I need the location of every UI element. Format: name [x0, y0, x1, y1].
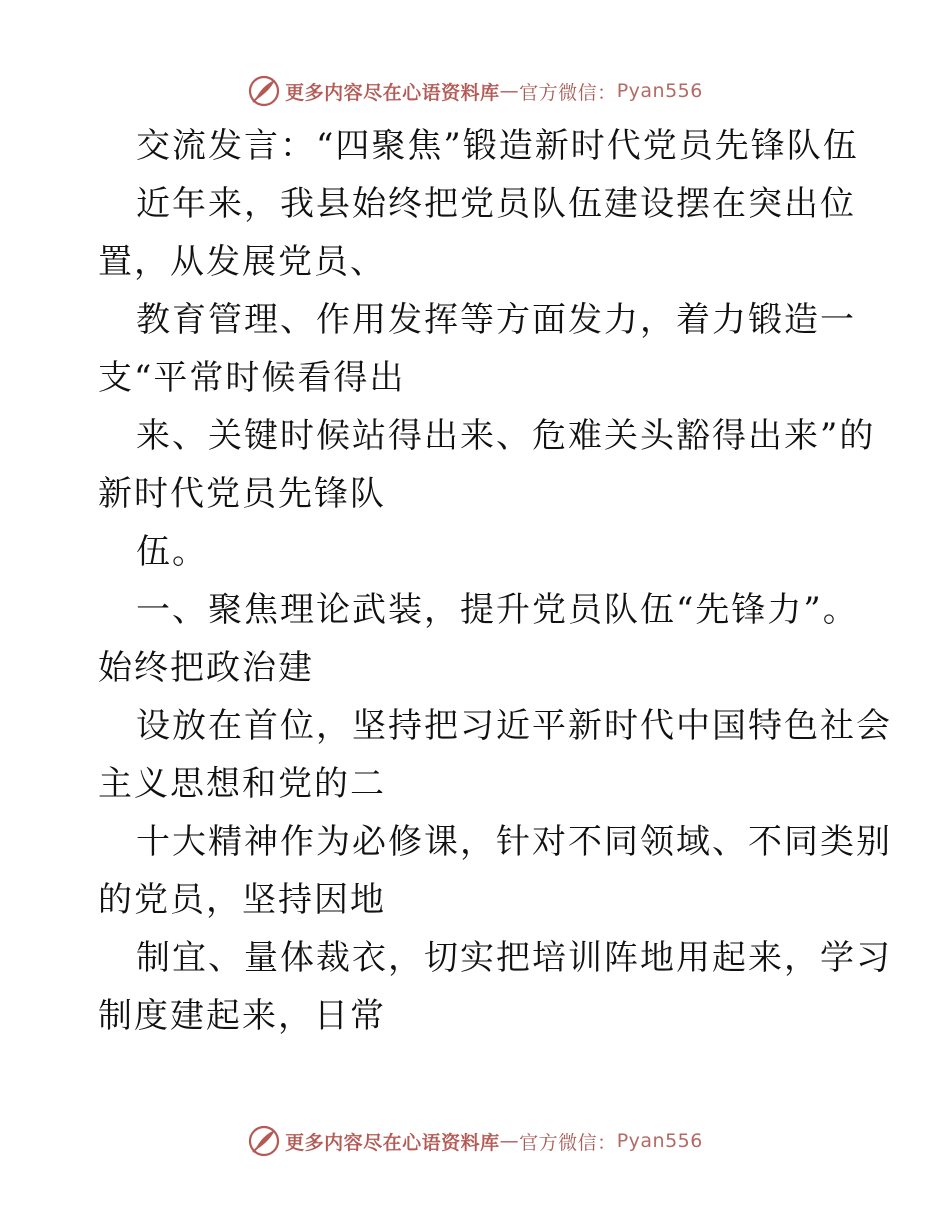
paragraph-line: 置，从发展党员、 [98, 242, 386, 282]
paragraph-line: 主义思想和党的二 [98, 764, 386, 804]
paragraph-line: 支“平常时候看得出 [98, 358, 406, 398]
paragraph-line: 制宜、量体裁衣，切实把培训阵地用起来，学习 [136, 938, 892, 978]
paragraph-line: 始终把政治建 [98, 648, 314, 688]
watermark-wechat-id: Pyan556 [616, 1130, 703, 1152]
paragraph-line: 的党员，坚持因地 [98, 880, 386, 920]
watermark-separator: — [499, 80, 520, 102]
feather-pen-icon [247, 74, 281, 108]
watermark-wechat-label: 官方微信： [519, 81, 617, 104]
header-watermark [0, 74, 950, 108]
paragraph-line: 制度建起来，日常 [98, 996, 386, 1036]
paragraph-line: 教育管理、作用发挥等方面发力，着力锻造一 [136, 300, 856, 340]
watermark-wechat-id: Pyan556 [616, 80, 703, 102]
feather-pen-icon [247, 1124, 281, 1158]
footer-watermark [0, 1124, 950, 1158]
watermark-site-text: 更多内容尽在心语资料库 [285, 81, 500, 104]
paragraph-line: 新时代党员先锋队 [98, 474, 386, 514]
watermark-site-text: 更多内容尽在心语资料库 [285, 1131, 500, 1154]
paragraph-line: 十大精神作为必修课，针对不同领域、不同类别 [136, 822, 892, 862]
section-heading-line: 一、聚焦理论武装，提升党员队伍“先锋力”。 [136, 590, 859, 630]
watermark-separator: — [499, 1130, 520, 1152]
watermark-wechat-label: 官方微信： [519, 1131, 617, 1154]
paragraph-line: 来、关键时候站得出来、危难关头豁得出来”的 [136, 416, 876, 456]
document-title: 交流发言：“四聚焦”锻造新时代党员先锋队伍 [136, 126, 859, 166]
paragraph-line: 设放在首位，坚持把习近平新时代中国特色社会 [136, 706, 892, 746]
document-body [98, 117, 892, 1045]
paragraph-line: 近年来，我县始终把党员队伍建设摆在突出位 [136, 184, 856, 224]
paragraph-line: 伍。 [136, 532, 208, 572]
